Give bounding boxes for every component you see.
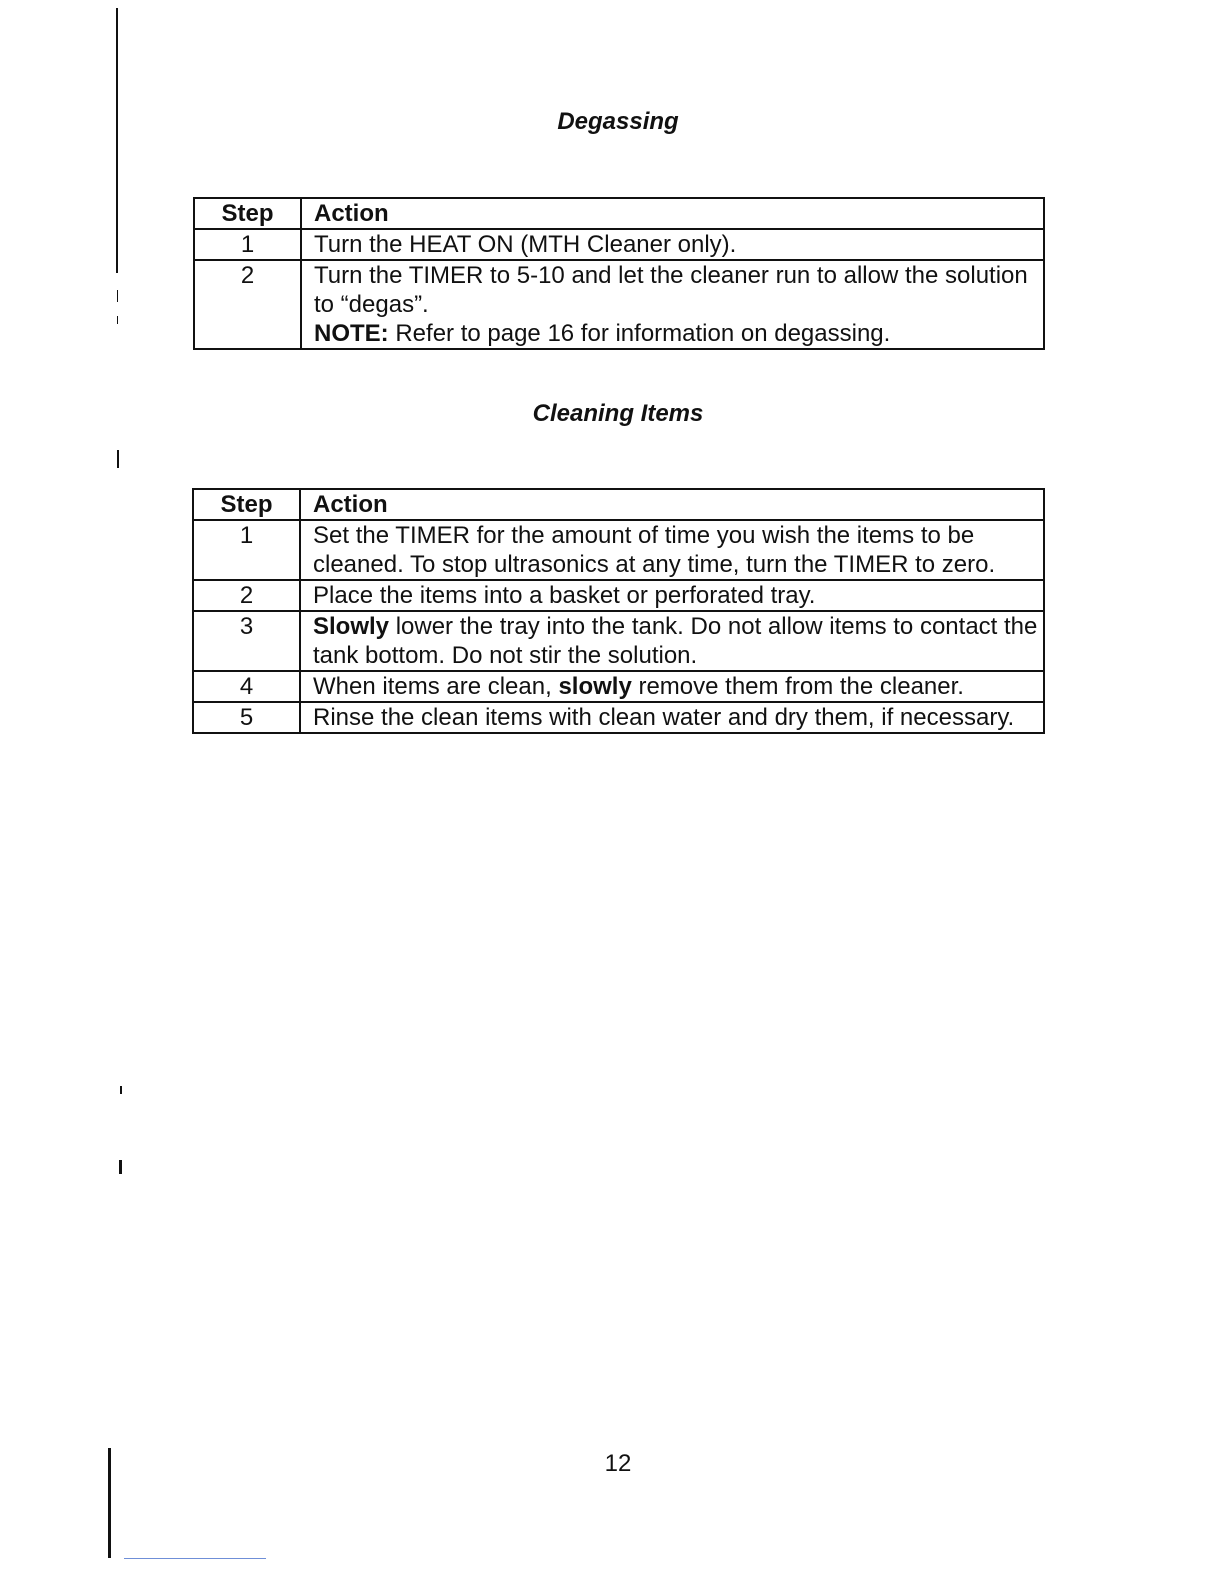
step-number: 4 (193, 671, 300, 702)
table-row (193, 580, 1044, 611)
step-action: Turn the HEAT ON (MTH Cleaner only). (301, 229, 1044, 260)
scan-edge-tick (117, 316, 118, 324)
scan-edge-tick (119, 1160, 122, 1174)
step-number: 2 (193, 580, 300, 611)
note-label: NOTE: (314, 320, 389, 347)
step-number: 5 (193, 702, 300, 733)
degassing-title: Degassing (557, 108, 679, 135)
step-action: Turn the TIMER to 5-10 and let the cleaner run to allow the solution to “degas”. (314, 262, 1028, 318)
step-action: Rinse the clean items with clean water and dry them, if necessary. (300, 702, 1044, 733)
step-column-header: Step (194, 198, 301, 229)
step-action: Set the TIMER for the amount of time you wish the items to be cleaned. To stop ultrasonics at any time, turn the TIMER to zero. (300, 520, 1044, 580)
step-number: 1 (194, 229, 301, 260)
step-number: 3 (193, 611, 300, 671)
step-action: remove them from the cleaner. (631, 673, 964, 700)
table-row (193, 520, 1044, 580)
degassing-table (193, 197, 1045, 350)
step-number: 2 (194, 260, 301, 349)
table-row (194, 229, 1044, 260)
table-row (193, 702, 1044, 733)
table-row (193, 671, 1044, 702)
step-column-header: Step (193, 489, 300, 520)
scan-edge-line-top (116, 8, 118, 273)
table-header-row (193, 489, 1044, 520)
step-action-cell (300, 671, 1044, 702)
bottom-rule (124, 1558, 266, 1559)
step-action-cell (301, 260, 1044, 349)
emphasis-text: Slowly (313, 613, 390, 640)
table-row (193, 611, 1044, 671)
step-action: Place the items into a basket or perforated tray. (300, 580, 1044, 611)
action-column-header: Action (300, 489, 1044, 520)
step-action-cell (300, 611, 1044, 671)
action-column-header: Action (301, 198, 1044, 229)
step-number: 1 (193, 520, 300, 580)
step-action: lower the tray into the tank. Do not allow items to contact the tank bottom. Do not stir the solution. (313, 613, 1038, 669)
scan-edge-tick (117, 450, 119, 468)
cleaning-items-title: Cleaning Items (532, 400, 704, 427)
table-header-row (194, 198, 1044, 229)
page-number: 12 (604, 1450, 632, 1477)
scan-edge-tick (117, 290, 118, 302)
note-text: Refer to page 16 for information on degassing. (388, 320, 891, 347)
step-action: When items are clean, (313, 673, 559, 700)
cleaning-items-table (192, 488, 1045, 734)
table-row (194, 260, 1044, 349)
emphasis-text: slowly (558, 673, 632, 700)
scan-edge-tick (120, 1086, 122, 1094)
